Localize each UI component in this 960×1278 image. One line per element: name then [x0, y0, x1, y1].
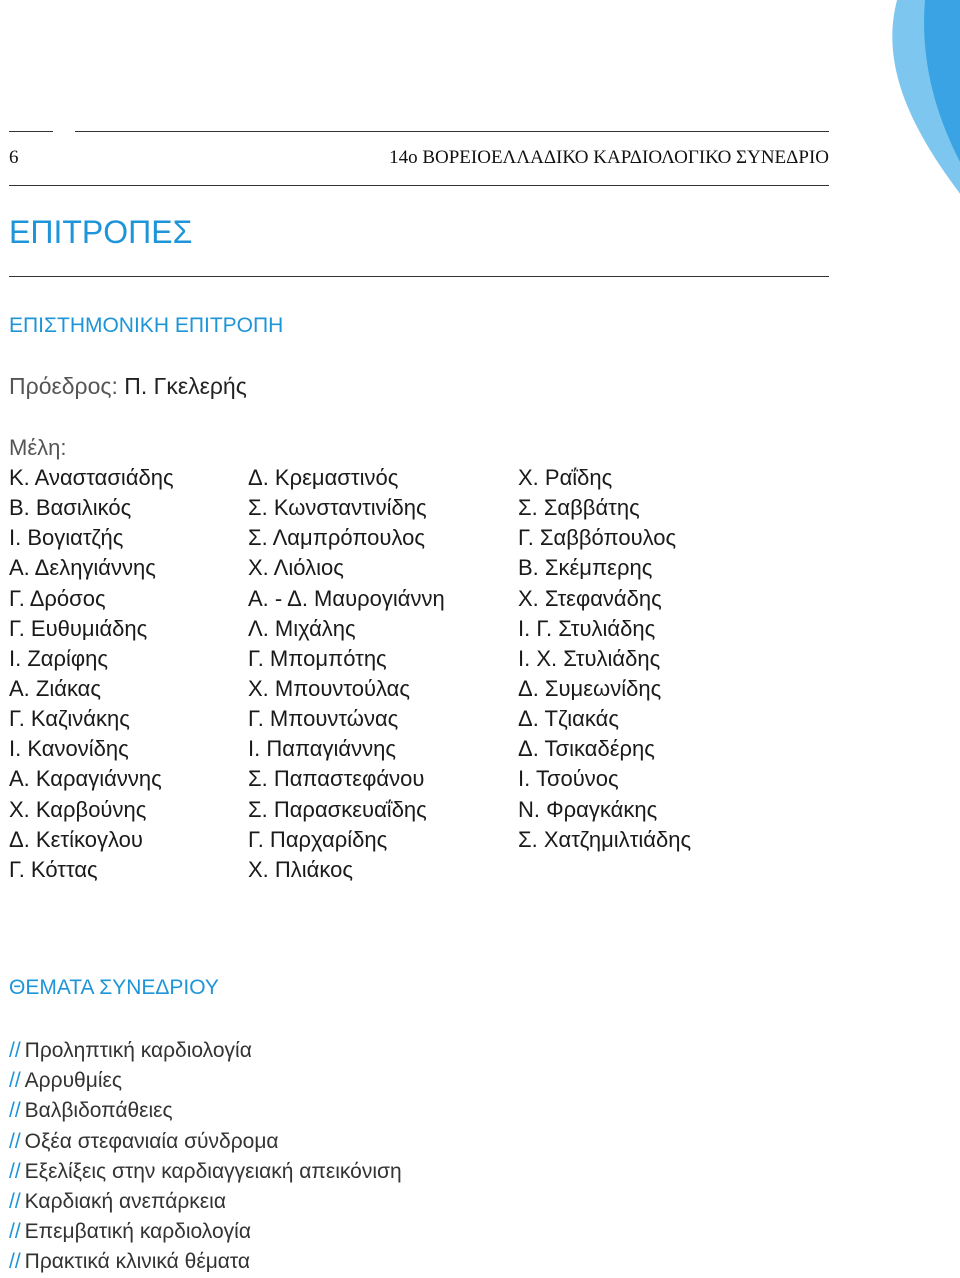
topics-heading: ΘΕΜΑΤΑ ΣΥΝΕΔΡΙΟΥ: [9, 976, 219, 999]
member-name: Χ. Στεφανάδης: [518, 585, 662, 611]
member-name: Α. Καραγιάννης: [9, 766, 162, 792]
header-rule-bottom: [9, 185, 829, 186]
member-name: Χ. Λιόλιος: [248, 555, 344, 581]
member-name: Σ. Λαμπρόπουλος: [248, 525, 425, 551]
member-name: Χ. Ραΐδης: [518, 465, 613, 490]
members-column-2: [248, 463, 445, 885]
members-column-1: [9, 463, 174, 885]
topic-bullet: //: [9, 1220, 21, 1244]
member-name: Χ. Καρβούνης: [9, 796, 147, 822]
member-name: Δ. Συμεωνίδης: [518, 675, 662, 701]
member-name: Β. Σκέμπερης: [518, 555, 653, 581]
member-name: Ι. Παπαγιάννης: [248, 736, 396, 762]
member-name: Δ. Τζιακάς: [518, 706, 619, 732]
member-name: Σ. Χατζημιλτιάδης: [518, 826, 692, 852]
members-column-3: [518, 463, 691, 855]
topic-text: Εξελίξεις στην καρδιαγγειακή απεικόνιση: [24, 1159, 402, 1183]
topic-bullet: //: [9, 1069, 21, 1093]
topics-list: [9, 1036, 402, 1278]
member-name: Γ. Παρχαρίδης: [248, 826, 388, 852]
member-name: Χ. Πλιάκος: [248, 856, 353, 882]
chair-line: [9, 373, 247, 400]
member-name: Α. Δεληγιάννης: [9, 555, 156, 581]
topic-text: Επεμβατική καρδιολογία: [24, 1220, 251, 1244]
chair-label: Πρόεδρος:: [9, 373, 118, 399]
member-name: Σ. Παρασκευαΐδης: [248, 796, 427, 822]
topic-text: Πρακτικά κλινικά θέματα: [24, 1250, 251, 1274]
topic-item: [9, 1096, 402, 1126]
member-name: Α. Ζιάκας: [9, 675, 101, 701]
member-name: Γ. Δρόσος: [9, 585, 106, 611]
topic-bullet: //: [9, 1159, 21, 1183]
member-name: Χ. Μπουντούλας: [248, 675, 410, 701]
header-rule-left: [9, 131, 53, 132]
running-title: 14ο ΒΟΡΕΙΟΕΛΛΑΔΙΚΟ ΚΑΡΔΙΟΛΟΓΙΚΟ ΣΥΝΕΔΡΙΟ: [389, 147, 829, 168]
topic-item: [9, 1187, 402, 1217]
topic-text: Οξέα στεφανιαία σύνδρομα: [24, 1129, 279, 1153]
member-name: Δ. Κετίκογλου: [9, 826, 143, 852]
member-name: Γ. Κόττας: [9, 856, 98, 882]
topic-bullet: //: [9, 1129, 21, 1153]
member-name: Ι. Τσούνος: [518, 766, 619, 792]
members-label: Μέλη:: [9, 435, 67, 460]
member-name: Σ. Σαββάτης: [518, 495, 640, 521]
scientific-committee-heading: ΕΠΙΣΤΗΜΟΝΙΚΗ ΕΠΙΤΡΟΠΗ: [9, 314, 284, 337]
heart-decoration-icon: [840, 0, 960, 290]
topic-item: [9, 1247, 402, 1277]
member-name: Ι. Ζαρίφης: [9, 645, 108, 671]
member-name: Λ. Μιχάλης: [248, 615, 356, 641]
page-title: ΕΠΙΤΡΟΠΕΣ: [9, 214, 193, 250]
topic-item: [9, 1066, 402, 1096]
topic-bullet: //: [9, 1189, 21, 1213]
member-name: Γ. Μπομπότης: [248, 645, 387, 671]
member-name: Γ. Ευθυμιάδης: [9, 615, 148, 641]
member-name: Γ. Μπουντώνας: [248, 706, 399, 732]
member-name: Ι. Κανονίδης: [9, 736, 129, 762]
member-name: Γ. Σαββόπουλος: [518, 525, 677, 551]
member-name: Σ. Παπαστεφάνου: [248, 766, 425, 792]
member-name: Α. - Δ. Μαυρογιάννη: [248, 585, 445, 611]
member-name: Δ. Τσικαδέρης: [518, 736, 655, 762]
topic-text: Καρδιακή ανεπάρκεια: [24, 1189, 226, 1213]
topic-item: [9, 1127, 402, 1157]
member-name: Σ. Κωνσταντινίδης: [248, 495, 427, 521]
chair-name: Π. Γκελερής: [124, 373, 247, 399]
topic-bullet: //: [9, 1099, 21, 1123]
page-number: 6: [9, 147, 19, 168]
topic-text: Βαλβιδοπάθειες: [24, 1099, 173, 1123]
member-name: Ι. Χ. Στυλιάδης: [518, 645, 661, 671]
member-name: Ι. Βογιατζής: [9, 525, 124, 551]
member-name: Β. Βασιλικός: [9, 495, 132, 521]
topic-item: [9, 1157, 402, 1187]
topic-bullet: //: [9, 1039, 21, 1062]
topic-item: [9, 1217, 402, 1247]
topic-text: Προληπτική καρδιολογία: [24, 1039, 252, 1062]
topic-text: Αρρυθμίες: [24, 1069, 122, 1093]
topic-bullet: //: [9, 1250, 21, 1274]
member-name: Ν. Φραγκάκης: [518, 796, 658, 822]
member-name: Γ. Καζινάκης: [9, 706, 130, 732]
header-rule-right: [75, 131, 829, 132]
member-name: Δ. Κρεμαστινός: [248, 465, 399, 490]
topic-item: [9, 1036, 402, 1066]
member-name: Ι. Γ. Στυλιάδης: [518, 615, 656, 641]
member-name: Κ. Αναστασιάδης: [9, 465, 174, 490]
title-rule: [9, 276, 829, 277]
